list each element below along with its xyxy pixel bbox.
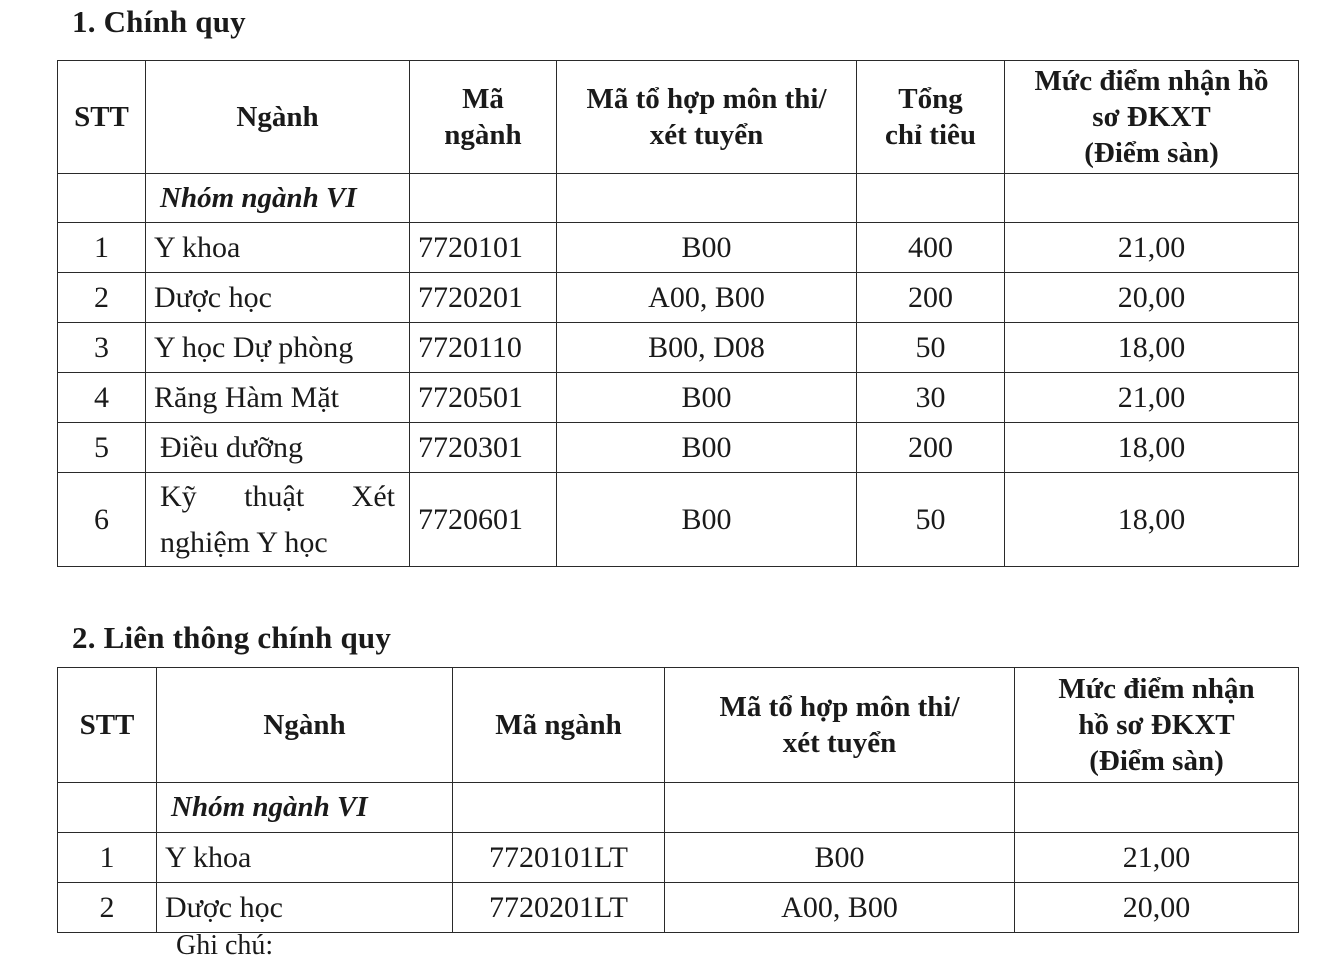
cell-diem-san: 18,00 xyxy=(1005,423,1299,473)
cell-chi-tieu: 50 xyxy=(857,473,1005,567)
footer-note-partial: Ghi chú: xyxy=(176,930,274,961)
header-to-hop-line1: Mã tổ hợp môn thi/ xyxy=(719,691,960,723)
header-diem-line1: Mức điểm nhận xyxy=(1058,673,1255,705)
header-to-hop-line2: xét tuyển xyxy=(782,727,897,759)
group-stt-cell xyxy=(58,783,157,833)
header-diem-san xyxy=(1005,61,1299,174)
header-stt: STT xyxy=(58,668,157,783)
group-empty-cell xyxy=(410,174,557,223)
section2-heading: 2. Liên thông chính quy xyxy=(72,620,392,655)
header-to-hop-line1: Mã tổ hợp môn thi/ xyxy=(586,83,827,115)
cell-stt: 2 xyxy=(58,883,157,933)
cell-stt: 3 xyxy=(58,323,146,373)
cell-ma-nganh: 7720101LT xyxy=(453,833,665,883)
table-row xyxy=(58,373,1299,423)
table-row xyxy=(58,883,1299,933)
header-to-hop xyxy=(665,668,1015,783)
header-chi-tieu-line2: chỉ tiêu xyxy=(884,119,977,151)
cell-diem-san: 21,00 xyxy=(1005,373,1299,423)
cell-nganh: Y khoa xyxy=(157,833,453,883)
cell-nganh: Dược học xyxy=(157,883,453,933)
transfer-admission-table xyxy=(57,667,1299,933)
table-row xyxy=(58,833,1299,883)
header-nganh: Ngành xyxy=(157,668,453,783)
header-stt: STT xyxy=(58,61,146,174)
cell-to-hop: B00 xyxy=(665,833,1015,883)
header-chi-tieu-line1: Tổng xyxy=(898,83,963,115)
group-empty-cell xyxy=(1005,174,1299,223)
cell-diem-san: 20,00 xyxy=(1015,883,1299,933)
cell-nganh: Răng Hàm Mặt xyxy=(146,373,410,423)
group-row xyxy=(58,783,1299,833)
header-diem-line3: (Điểm sàn) xyxy=(1089,745,1224,777)
header-diem-line1: Mức điểm nhận hồ xyxy=(1034,65,1269,97)
cell-nganh: Y học Dự phòng xyxy=(146,323,410,373)
group-label: Nhóm ngành VI xyxy=(146,174,410,223)
cell-diem-san: 18,00 xyxy=(1005,323,1299,373)
cell-to-hop: A00, B00 xyxy=(557,273,857,323)
header-ma-nganh: Mã ngành xyxy=(453,668,665,783)
cell-stt: 6 xyxy=(58,473,146,567)
cell-ma-nganh: 7720601 xyxy=(410,473,557,567)
group-empty-cell xyxy=(857,174,1005,223)
table-header-row xyxy=(58,668,1299,783)
header-nganh: Ngành xyxy=(146,61,410,174)
header-ma-nganh xyxy=(410,61,557,174)
cell-nganh xyxy=(146,473,410,567)
cell-ma-nganh: 7720201LT xyxy=(453,883,665,933)
header-to-hop-line2: xét tuyển xyxy=(649,119,764,151)
group-row xyxy=(58,174,1299,223)
group-label: Nhóm ngành VI xyxy=(157,783,453,833)
cell-to-hop: B00, D08 xyxy=(557,323,857,373)
header-chi-tieu xyxy=(857,61,1005,174)
table-header-row xyxy=(58,61,1299,174)
cell-chi-tieu: 30 xyxy=(857,373,1005,423)
table-row xyxy=(58,273,1299,323)
cell-stt: 5 xyxy=(58,423,146,473)
header-diem-line2: sơ ĐKXT xyxy=(1092,101,1211,133)
cell-stt: 1 xyxy=(58,223,146,273)
table-row xyxy=(58,323,1299,373)
header-diem-san xyxy=(1015,668,1299,783)
cell-stt: 2 xyxy=(58,273,146,323)
group-empty-cell xyxy=(557,174,857,223)
cell-chi-tieu: 200 xyxy=(857,273,1005,323)
group-empty-cell xyxy=(665,783,1015,833)
cell-diem-san: 18,00 xyxy=(1005,473,1299,567)
cell-chi-tieu: 200 xyxy=(857,423,1005,473)
table-row xyxy=(58,223,1299,273)
table-row xyxy=(58,423,1299,473)
regular-admission-table xyxy=(57,60,1299,567)
cell-nganh-line1: Kỹ thuật Xét xyxy=(160,479,395,513)
cell-to-hop: A00, B00 xyxy=(665,883,1015,933)
cell-to-hop: B00 xyxy=(557,423,857,473)
cell-diem-san: 21,00 xyxy=(1015,833,1299,883)
header-ma-nganh-line1: Mã xyxy=(462,83,504,115)
cell-ma-nganh: 7720101 xyxy=(410,223,557,273)
cell-diem-san: 21,00 xyxy=(1005,223,1299,273)
header-to-hop xyxy=(557,61,857,174)
cell-diem-san: 20,00 xyxy=(1005,273,1299,323)
cell-nganh: Dược học xyxy=(146,273,410,323)
cell-stt: 1 xyxy=(58,833,157,883)
group-stt-cell xyxy=(58,174,146,223)
header-diem-line2: hồ sơ ĐKXT xyxy=(1078,709,1235,741)
cell-nganh-line2: nghiệm Y học xyxy=(160,525,328,559)
cell-chi-tieu: 50 xyxy=(857,323,1005,373)
cell-stt: 4 xyxy=(58,373,146,423)
cell-nganh: Y khoa xyxy=(146,223,410,273)
header-ma-nganh-line2: ngành xyxy=(444,119,522,151)
group-empty-cell xyxy=(453,783,665,833)
cell-to-hop: B00 xyxy=(557,223,857,273)
cell-to-hop: B00 xyxy=(557,373,857,423)
group-empty-cell xyxy=(1015,783,1299,833)
cell-ma-nganh: 7720301 xyxy=(410,423,557,473)
cell-ma-nganh: 7720501 xyxy=(410,373,557,423)
header-diem-line3: (Điểm sàn) xyxy=(1084,137,1219,169)
section1-heading: 1. Chính quy xyxy=(72,4,246,39)
cell-chi-tieu: 400 xyxy=(857,223,1005,273)
table-row xyxy=(58,473,1299,567)
cell-ma-nganh: 7720201 xyxy=(410,273,557,323)
cell-ma-nganh: 7720110 xyxy=(410,323,557,373)
cell-nganh: Điều dưỡng xyxy=(146,423,410,473)
cell-to-hop: B00 xyxy=(557,473,857,567)
